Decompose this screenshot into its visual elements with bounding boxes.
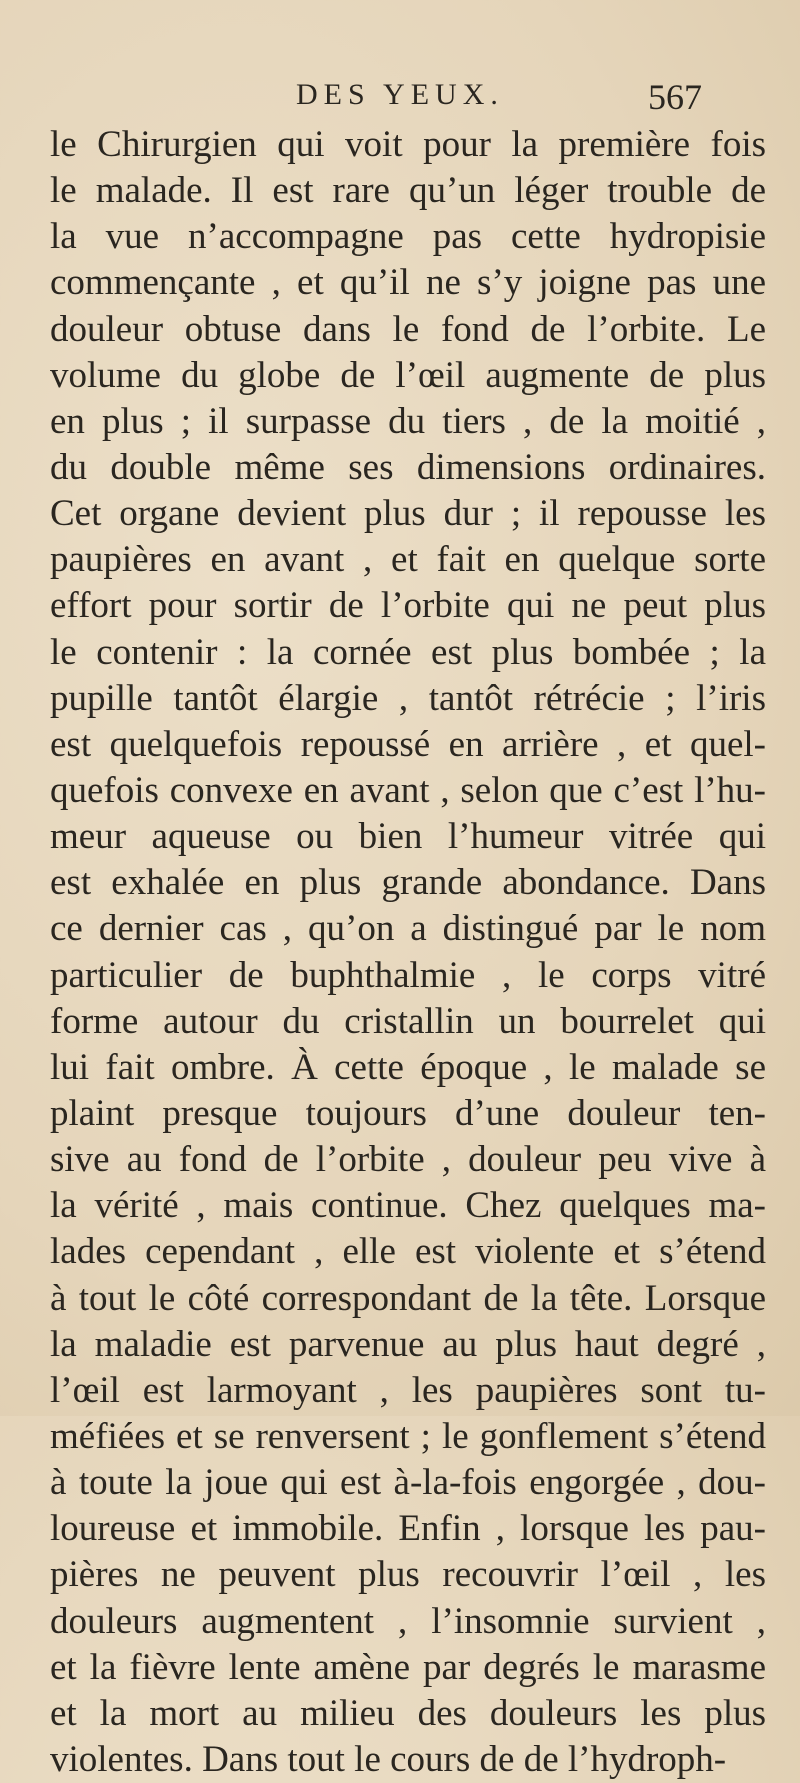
text-line: et la fièvre lente amène par degrés le marasme <box>50 1646 766 1688</box>
text-line: violentes. Dans tout le cours de de l’hydroph- <box>50 1738 727 1780</box>
text-line: l’œil est larmoyant , les paupières sont tu- <box>50 1369 766 1411</box>
text-line: le malade. Il est rare qu’un léger trouble de <box>50 170 766 212</box>
text-line: est exhalée en plus grande abondance. Dans <box>50 862 766 904</box>
text-line: Cet organe devient plus dur ; il repousse les <box>50 493 766 535</box>
text-line: pières ne peuvent plus recouvrir l’œil , les <box>50 1554 766 1596</box>
page-header <box>0 78 800 128</box>
text-line: volume du globe de l’œil augmente de plus <box>50 354 766 396</box>
text-line: loureuse et immobile. Enfin , lorsque les pau- <box>50 1508 766 1550</box>
text-line: ce dernier cas , qu’on a distingué par le nom <box>50 908 766 950</box>
text-line: est quelquefois repoussé en arrière , et quel- <box>50 723 766 765</box>
text-line: la maladie est parvenue au plus haut degré , <box>50 1323 766 1365</box>
running-head: DES YEUX. <box>296 78 504 111</box>
text-line: la vue n’accompagne pas cette hydropisie <box>50 216 766 258</box>
text-line: douleurs augmentent , l’insomnie survient , <box>50 1600 766 1642</box>
text-line: particulier de buphthalmie , le corps vitré <box>50 954 766 996</box>
text-line: à tout le côté correspondant de la tête. Lorsque <box>50 1277 766 1319</box>
text-line: pupille tantôt élargie , tantôt rétrécie ; l’iris <box>50 677 766 719</box>
text-line: méfiées et se renversent ; le gonflement s’étend <box>50 1415 766 1457</box>
text-line: lui fait ombre. À cette époque , le malade se <box>50 1046 766 1088</box>
text-line: le Chirurgien qui voit pour la première fois <box>50 124 766 165</box>
text-line: en plus ; il surpasse du tiers , de la moitié , <box>50 400 766 442</box>
text-line: lades cependant , elle est violente et s’étend <box>50 1231 766 1273</box>
text-line: plaint presque toujours d’une douleur ten- <box>50 1092 766 1134</box>
text-line: à toute la joue qui est à-la-fois engorgée , dou- <box>50 1462 766 1504</box>
body-text <box>50 122 766 1783</box>
text-line: quefois convexe en avant , selon que c’est l’hu- <box>50 769 766 811</box>
text-line: du double même ses dimensions ordinaires. <box>50 446 766 488</box>
text-line: sive au fond de l’orbite , douleur peu vive à <box>50 1139 766 1181</box>
text-line: forme autour du cristallin un bourrelet qui <box>50 1000 766 1042</box>
page-number: 567 <box>648 77 702 117</box>
text-line: la vérité , mais continue. Chez quelques ma- <box>50 1185 766 1227</box>
text-line: le contenir : la cornée est plus bombée ; la <box>50 631 766 673</box>
text-line: effort pour sortir de l’orbite qui ne peut plus <box>50 585 766 627</box>
text-line: meur aqueuse ou bien l’humeur vitrée qui <box>50 816 766 858</box>
text-line: douleur obtuse dans le fond de l’orbite. Le <box>50 308 766 350</box>
text-line: paupières en avant , et fait en quelque sorte <box>50 539 766 581</box>
text-line: et la mort au milieu des douleurs les plus <box>50 1692 766 1734</box>
text-line: commençante , et qu’il ne s’y joigne pas une <box>50 262 766 304</box>
